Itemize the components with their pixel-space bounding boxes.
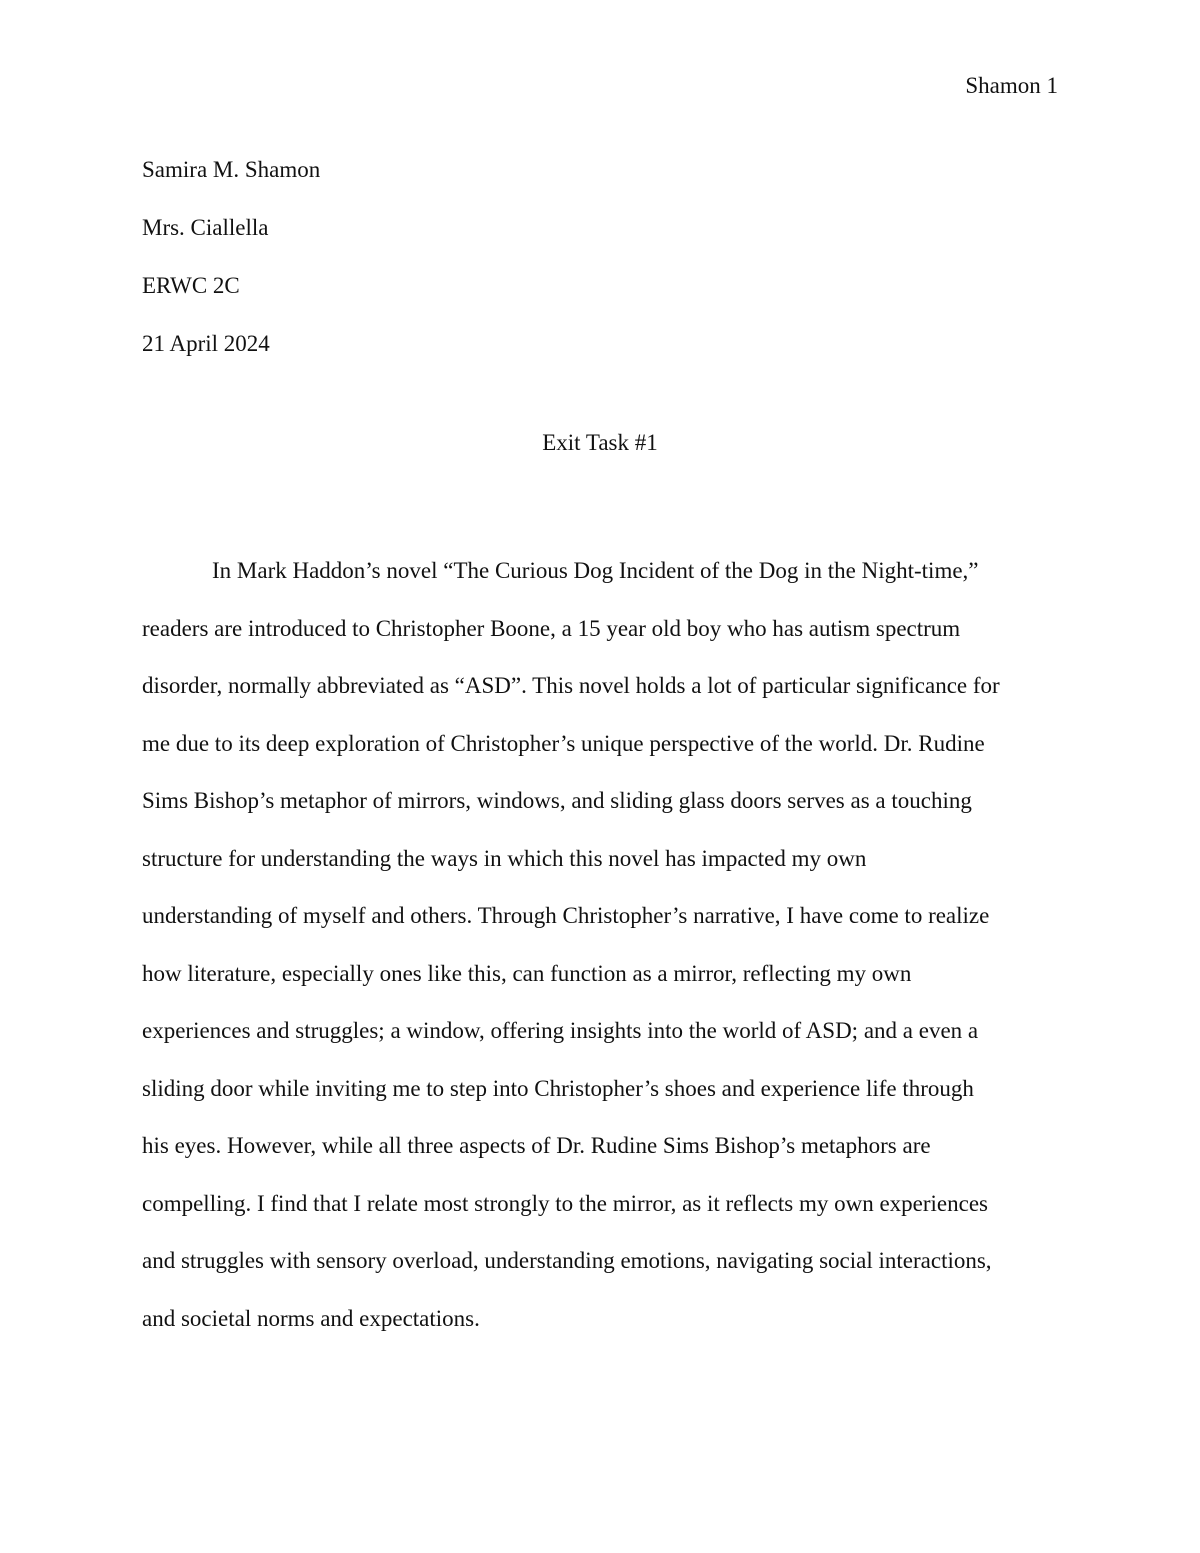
paragraph-line: understanding of myself and others. Through Christopher’s narrative, I have come to realize [142, 903, 990, 928]
paragraph-line: structure for understanding the ways in which this novel has impacted my own [142, 845, 867, 871]
course-name: ERWC 2C [142, 273, 240, 298]
paragraph-line: sliding door while inviting me to step into Christopher’s shoes and experience life through [142, 1075, 974, 1101]
body-paragraph [142, 542, 1058, 1347]
paragraph-line: experiences and struggles; a window, offering insights into the world of ASD; and a even a [142, 1018, 979, 1043]
document-date: 21 April 2024 [142, 331, 270, 356]
paragraph-line: his eyes. However, while all three aspects of Dr. Rudine Sims Bishop’s metaphors are [142, 1133, 931, 1158]
paragraph-line: disorder, normally abbreviated as “ASD”. This novel holds a lot of particular significance for [142, 673, 1000, 698]
paragraph-line: and struggles with sensory overload, understanding emotions, navigating social interactions, [142, 1248, 992, 1273]
mla-heading [142, 141, 1058, 373]
running-head: Shamon 1 [965, 73, 1058, 98]
paragraph-line: compelling. I find that I relate most strongly to the mirror, as it reflects my own experiences [142, 1190, 989, 1216]
student-name: Samira M. Shamon [142, 157, 321, 182]
instructor-name: Mrs. Ciallella [142, 215, 269, 240]
paragraph-line: In Mark Haddon’s novel “The Curious Dog Incident of the Dog in the Night-time,” [212, 558, 979, 583]
paragraph-line: me due to its deep exploration of Christopher’s unique perspective of the world. Dr. Rudine [142, 730, 985, 756]
paragraph-line: how literature, especially ones like this, can function as a mirror, reflecting my own [142, 960, 912, 986]
paragraph-line: and societal norms and expectations. [142, 1305, 480, 1331]
paragraph-line: Sims Bishop’s metaphor of mirrors, windows, and sliding glass doors serves as a touching [142, 788, 972, 813]
paragraph-line: readers are introduced to Christopher Boone, a 15 year old boy who has autism spectrum [142, 615, 961, 641]
document-title: Exit Task #1 [542, 430, 658, 455]
